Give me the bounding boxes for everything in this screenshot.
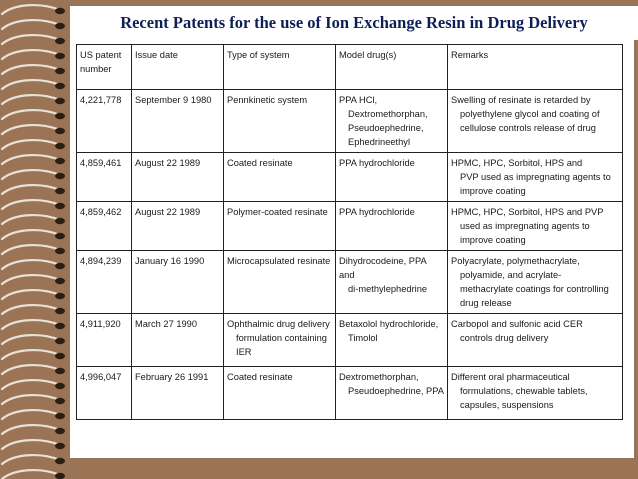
spiral-ring — [2, 95, 60, 104]
spiral-ring — [2, 350, 60, 359]
binding-hole — [55, 323, 65, 329]
cell-line: drug release — [460, 298, 512, 308]
table-header-row — [77, 45, 623, 90]
cell-line: controls drug delivery — [460, 333, 549, 343]
cell-patent-number: 4,859,462 — [77, 202, 132, 251]
spiral-ring — [2, 455, 60, 464]
cell-line: Swelling of resinate is retarded by — [451, 95, 591, 105]
table-row — [77, 251, 623, 314]
binding-hole — [55, 398, 65, 404]
binding-hole — [55, 23, 65, 29]
cell-line: improve coating — [460, 235, 526, 245]
binding-hole — [55, 443, 65, 449]
spiral-ring — [2, 80, 60, 89]
cell-issue-date: March 27 1990 — [132, 314, 224, 367]
spiral-ring — [2, 200, 60, 209]
table-panel — [70, 40, 634, 458]
binding-hole — [55, 413, 65, 419]
cell-line: Carbopol and sulfonic acid CER — [451, 319, 583, 329]
binding-hole — [55, 383, 65, 389]
binding-hole — [55, 113, 65, 119]
spiral-ring — [2, 50, 60, 59]
cell-line: cellulose controls release of drug — [460, 123, 596, 133]
spiral-ring — [2, 425, 60, 434]
binding-hole — [55, 53, 65, 59]
spiral-ring — [2, 335, 60, 344]
cell-remarks — [448, 251, 623, 314]
header-model-drugs: Model drug(s) — [336, 45, 448, 90]
cell-line: Pseudoephedrine, — [348, 123, 424, 133]
binding-hole — [55, 68, 65, 74]
cell-line: HPMC, HPC, Sorbitol, HPS and — [451, 158, 583, 168]
binding-hole — [55, 338, 65, 344]
binding-hole — [55, 353, 65, 359]
spiral-ring — [2, 395, 60, 404]
spiral-ring — [2, 125, 60, 134]
binding-hole — [55, 278, 65, 284]
spiral-ring — [2, 410, 60, 419]
cell-type-of-system — [224, 367, 336, 420]
cell-line: Pennkinetic system — [227, 95, 308, 105]
cell-line: PVP used as impregnating agents to — [460, 172, 611, 182]
cell-issue-date: February 26 1991 — [132, 367, 224, 420]
cell-line: Dextromethorphan, — [348, 109, 428, 119]
binding-hole — [55, 8, 65, 14]
binding-hole — [55, 248, 65, 254]
spiral-ring — [2, 275, 60, 284]
binding-hole — [55, 203, 65, 209]
slide-title: Recent Patents for the use of Ion Exchange Resin in Drug Delivery — [70, 6, 638, 40]
cell-line: formulation containing — [236, 333, 327, 343]
cell-line: Different oral pharmaceutical — [451, 372, 570, 382]
cell-line: Dextromethorphan, — [339, 372, 419, 382]
spiral-ring — [2, 245, 60, 254]
binding-hole — [55, 473, 65, 479]
cell-line: Ephedrineethyl — [348, 137, 411, 147]
table-row — [77, 367, 623, 420]
spiral-ring — [2, 20, 60, 29]
cell-issue-date: August 22 1989 — [132, 153, 224, 202]
cell-line: improve coating — [460, 186, 526, 196]
header-text: US patent — [80, 50, 122, 60]
cell-line: polyamide, and acrylate- — [460, 270, 562, 280]
cell-line: PPA hydrochloride — [339, 207, 415, 217]
cell-issue-date: August 22 1989 — [132, 202, 224, 251]
spiral-ring — [2, 110, 60, 119]
binding-hole — [55, 98, 65, 104]
binding-hole — [55, 308, 65, 314]
cell-line: Polymer-coated resinate — [227, 207, 328, 217]
cell-issue-date: January 16 1990 — [132, 251, 224, 314]
patents-table — [76, 44, 623, 420]
spiral-ring — [2, 290, 60, 299]
spiral-ring — [2, 365, 60, 374]
cell-patent-number: 4,996,047 — [77, 367, 132, 420]
spiral-ring — [2, 5, 60, 14]
cell-line: Coated resinate — [227, 372, 293, 382]
binding-hole — [55, 368, 65, 374]
cell-remarks — [448, 367, 623, 420]
binding-hole — [55, 458, 65, 464]
binding-hole — [55, 173, 65, 179]
binding-hole — [55, 218, 65, 224]
binding-hole — [55, 128, 65, 134]
cell-patent-number: 4,859,461 — [77, 153, 132, 202]
cell-line: methacrylate coatings for controlling — [460, 284, 609, 294]
cell-line: Coated resinate — [227, 158, 293, 168]
binding-hole — [55, 38, 65, 44]
cell-patent-number: 4,221,778 — [77, 90, 132, 153]
table-row — [77, 153, 623, 202]
cell-issue-date: September 9 1980 — [132, 90, 224, 153]
spiral-ring — [2, 305, 60, 314]
cell-model-drugs — [336, 153, 448, 202]
cell-model-drugs — [336, 367, 448, 420]
table-row — [77, 90, 623, 153]
spiral-ring — [2, 35, 60, 44]
cell-remarks — [448, 314, 623, 367]
cell-line: PPA hydrochloride — [339, 158, 415, 168]
header-type-of-system: Type of system — [224, 45, 336, 90]
spiral-ring — [2, 320, 60, 329]
binding-hole — [55, 143, 65, 149]
table-row — [77, 202, 623, 251]
spiral-ring — [2, 380, 60, 389]
binding-hole — [55, 263, 65, 269]
binding-hole — [55, 428, 65, 434]
cell-patent-number: 4,911,920 — [77, 314, 132, 367]
cell-line: PPA HCl, — [339, 95, 378, 105]
spiral-binding — [0, 0, 70, 479]
cell-line: HPMC, HPC, Sorbitol, HPS and PVP — [451, 207, 604, 217]
cell-remarks — [448, 90, 623, 153]
cell-line: formulations, chewable tablets, — [460, 386, 588, 396]
cell-type-of-system — [224, 314, 336, 367]
spiral-ring — [2, 185, 60, 194]
cell-model-drugs — [336, 202, 448, 251]
cell-type-of-system — [224, 202, 336, 251]
cell-line: Dihydrocodeine, PPA and — [339, 256, 427, 280]
cell-line: IER — [236, 347, 252, 357]
spiral-ring — [2, 470, 60, 479]
spiral-ring — [2, 215, 60, 224]
cell-remarks — [448, 153, 623, 202]
spiral-ring — [2, 155, 60, 164]
header-issue-date: Issue date — [132, 45, 224, 90]
table-row — [77, 314, 623, 367]
cell-line: Pseudoephedrine, PPA — [348, 386, 444, 396]
binding-hole — [55, 188, 65, 194]
cell-model-drugs — [336, 90, 448, 153]
cell-line: capsules, suspensions — [460, 400, 554, 410]
cell-line: di-methylephedrine — [348, 284, 428, 294]
binding-hole — [55, 158, 65, 164]
spiral-ring — [2, 260, 60, 269]
header-patent-number — [77, 45, 132, 90]
binding-hole — [55, 293, 65, 299]
cell-line: Timolol — [348, 333, 378, 343]
cell-line: polyethylene glycol and coating of — [460, 109, 600, 119]
cell-line: Polyacrylate, polymethacrylate, — [451, 256, 580, 266]
binding-hole — [55, 233, 65, 239]
spiral-ring — [2, 140, 60, 149]
cell-line: Ophthalmic drug delivery — [227, 319, 330, 329]
spiral-ring — [2, 440, 60, 449]
cell-model-drugs — [336, 314, 448, 367]
cell-type-of-system — [224, 90, 336, 153]
cell-line: Microcapsulated resinate — [227, 256, 331, 266]
cell-patent-number: 4,894,239 — [77, 251, 132, 314]
cell-line: Betaxolol hydrochloride, — [339, 319, 439, 329]
spiral-ring — [2, 65, 60, 74]
cell-line: used as impregnating agents to — [460, 221, 590, 231]
spiral-ring — [2, 170, 60, 179]
binding-hole — [55, 83, 65, 89]
cell-model-drugs — [336, 251, 448, 314]
cell-remarks — [448, 202, 623, 251]
spiral-ring — [2, 230, 60, 239]
cell-type-of-system — [224, 251, 336, 314]
cell-type-of-system — [224, 153, 336, 202]
header-text: number — [80, 64, 112, 74]
header-remarks: Remarks — [448, 45, 623, 90]
